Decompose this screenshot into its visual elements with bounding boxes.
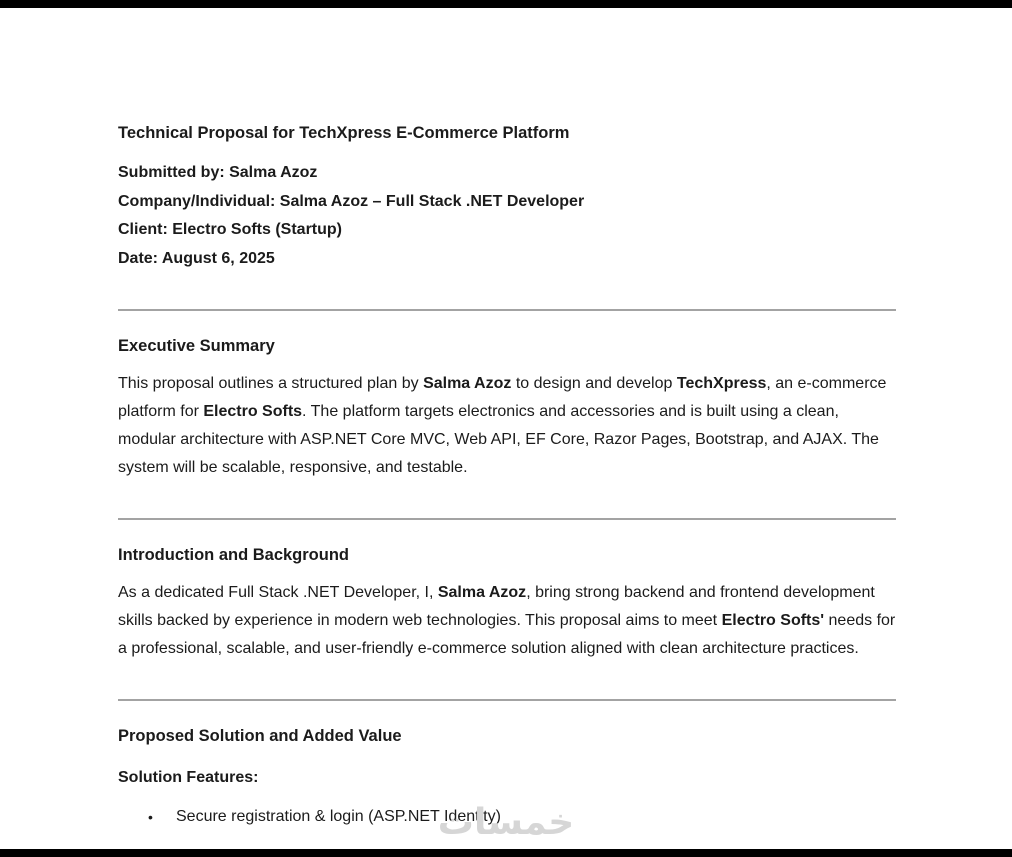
meta-submitted-by: Submitted by: Salma Azoz bbox=[118, 164, 318, 181]
meta-company-individual: Company/Individual: Salma Azoz – Full Stack .NET Developer bbox=[118, 192, 585, 210]
body-text: , bring strong backend and frontend development skills backed by experience in modern web technologies. This proposal aims to meet bbox=[118, 584, 875, 629]
top-black-bar bbox=[0, 0, 1012, 8]
bold-text: Electro Softs bbox=[203, 403, 303, 420]
section-heading: Proposed Solution and Added Value bbox=[118, 727, 402, 745]
list-item: • Secure registration & login (ASP.NET Identity) bbox=[176, 803, 896, 831]
section-divider bbox=[118, 699, 896, 701]
paragraph bbox=[118, 370, 896, 482]
meta-client: Client: Electro Softs (Startup) bbox=[118, 221, 343, 238]
bold-text: TechXpress bbox=[676, 375, 767, 392]
body-text: to design and develop bbox=[511, 375, 677, 392]
bold-text: Electro Softs' bbox=[721, 612, 825, 629]
body-text: As a dedicated Full Stack .NET Developer, I, bbox=[118, 584, 438, 601]
section-heading: Executive Summary bbox=[118, 337, 275, 355]
section-heading: Introduction and Background bbox=[118, 546, 349, 564]
paragraph bbox=[118, 579, 896, 663]
subheading: Solution Features: bbox=[118, 769, 259, 786]
body-text: This proposal outlines a structured plan by bbox=[118, 375, 424, 392]
bold-text: Salma Azoz bbox=[423, 375, 512, 392]
body-text: . The platform targets electronics and accessories and is built using a clean, modular architecture with ASP.NET Core MVC, Web API, EF Core, Razor Pages, Bootstrap, and AJAX. The system will be scalable, responsive, and testable. bbox=[118, 403, 879, 476]
section-divider bbox=[118, 518, 896, 520]
bullet-list bbox=[118, 803, 896, 831]
bottom-black-bar bbox=[0, 849, 1012, 857]
body-text: , an e-commerce platform for bbox=[118, 375, 887, 420]
document-page bbox=[0, 8, 1012, 849]
bold-text: Salma Azoz bbox=[437, 584, 527, 601]
document-meta bbox=[118, 159, 896, 273]
body-text: needs for a professional, scalable, and user-friendly e-commerce solution aligned with clean architecture practices. bbox=[118, 612, 896, 657]
document-sections bbox=[118, 309, 896, 831]
section-divider bbox=[118, 309, 896, 311]
watermark: خمسات bbox=[437, 802, 575, 843]
meta-date: Date: August 6, 2025 bbox=[118, 249, 275, 267]
document-title: Technical Proposal for TechXpress E-Commerce Platform bbox=[118, 124, 570, 142]
